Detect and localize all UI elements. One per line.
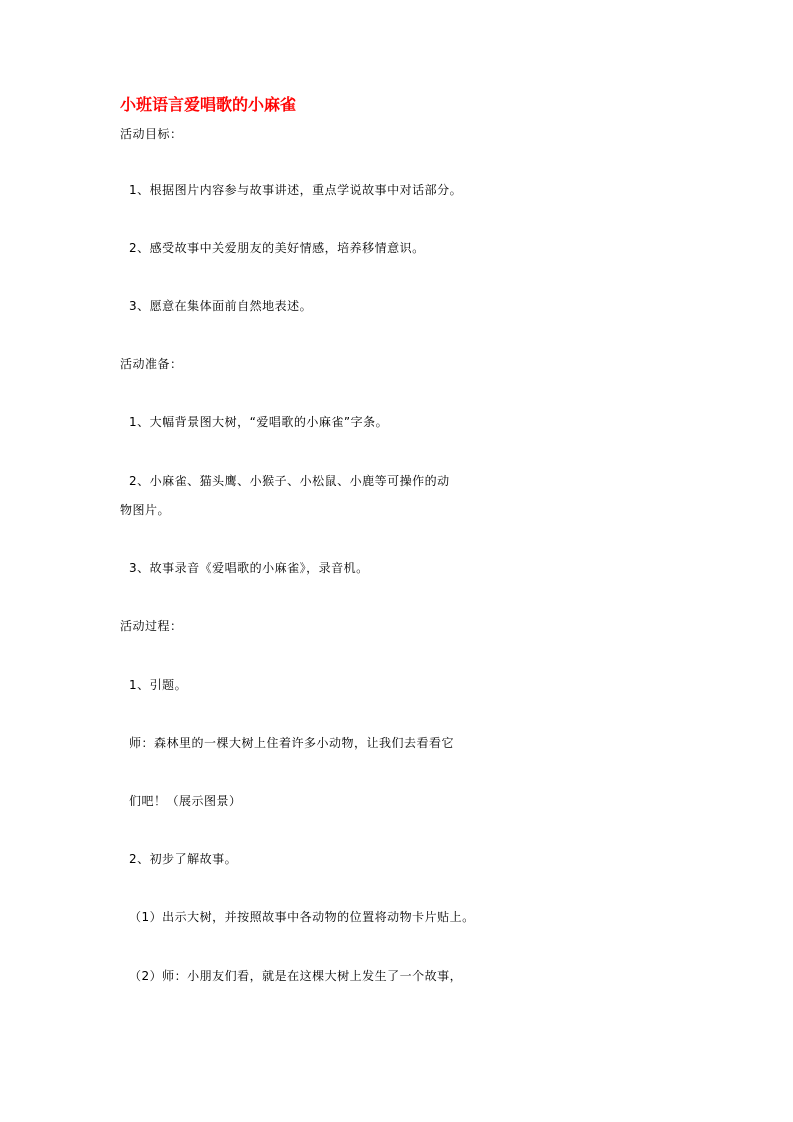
section-heading-process: 活动过程： xyxy=(120,619,183,633)
preparation-item-3: 3、故事录音《爱唱歌的小麻雀》，录音机。 xyxy=(129,561,369,575)
preparation-item-2-cont: 物图片。 xyxy=(120,503,171,517)
section-heading-preparation: 活动准备： xyxy=(120,357,183,371)
process-substep-2: （2）师：小朋友们看，就是在这棵大树上发生了一个故事， xyxy=(129,969,463,983)
objective-item-2: 2、感受故事中关爱朋友的美好情感，培养移情意识。 xyxy=(129,241,425,255)
teacher-line-1-cont: 们吧！（展示图景） xyxy=(129,794,242,808)
process-step-1: 1、引题。 xyxy=(129,678,188,692)
section-heading-objectives: 活动目标： xyxy=(120,127,183,141)
objective-item-3: 3、愿意在集体面前自然地表述。 xyxy=(129,299,313,313)
preparation-item-2: 2、小麻雀、猫头鹰、小猴子、小松鼠、小鹿等可操作的动 xyxy=(129,474,450,488)
process-substep-1: （1）出示大树，并按照故事中各动物的位置将动物卡片贴上。 xyxy=(129,910,475,924)
objective-item-1: 1、根据图片内容参与故事讲述，重点学说故事中对话部分。 xyxy=(129,183,463,197)
process-step-2: 2、初步了解故事。 xyxy=(129,852,238,866)
teacher-line-1: 师：森林里的一棵大树上住着许多小动物，让我们去看看它 xyxy=(129,736,455,750)
preparation-item-1: 1、大幅背景图大树，“爱唱歌的小麻雀”字条。 xyxy=(129,415,389,429)
document-title: 小班语言爱唱歌的小麻雀 xyxy=(120,95,297,114)
